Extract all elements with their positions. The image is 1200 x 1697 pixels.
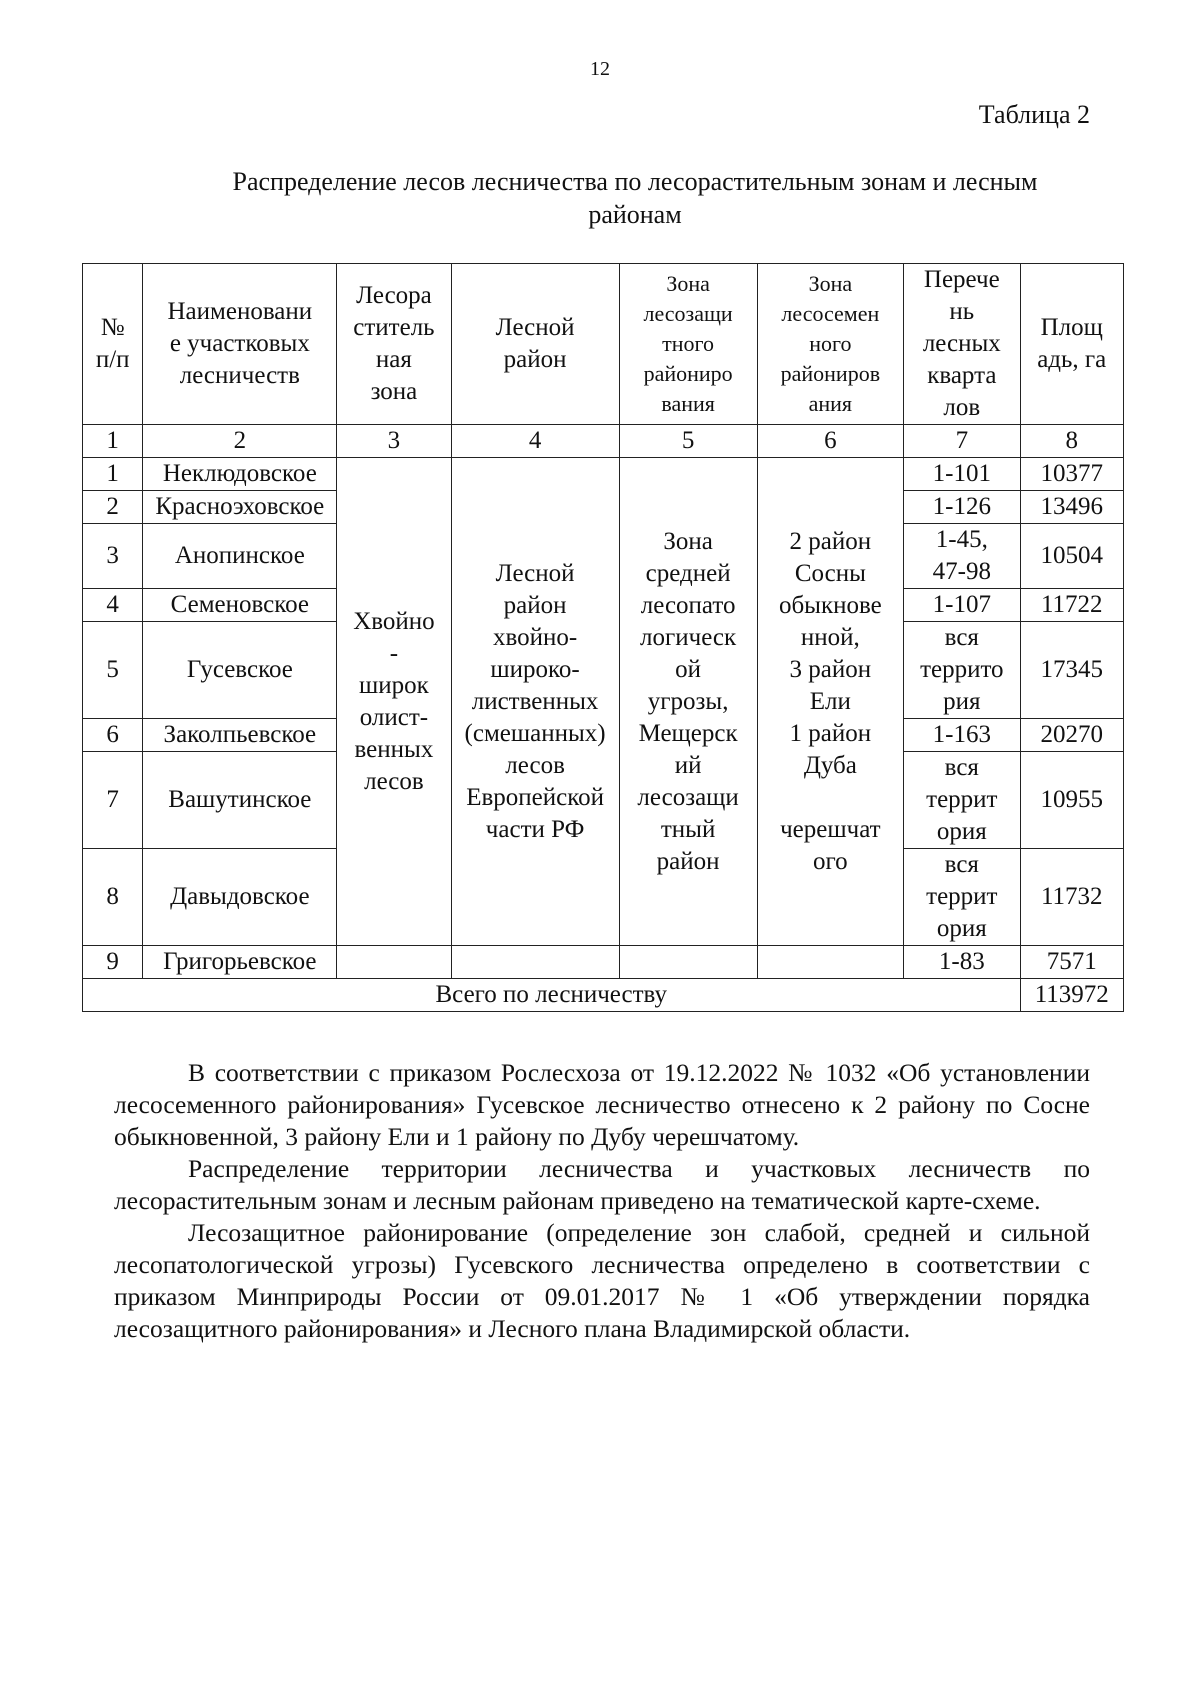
paragraph: В соответствии с приказом Рослесхоза от 19.12.2022 № 1032 «Об установлении лесосеменного районирования» Гусевское лесничество отнесено к 2 району по Сосне обыкновенной, 3 району Ели и 1 району по Дубу черешчатому. — [114, 1058, 1090, 1151]
area-cell: 20270 — [1020, 719, 1124, 752]
forest-distribution-table — [82, 263, 1124, 1012]
protection-zone-cell: Зона средней лесопато логическ ой угрозы, Мещерск ий лесозащи тный район — [619, 458, 757, 946]
vegetation-zone-cell: Хвойно - широк олист- венных лесов — [337, 458, 451, 946]
forestry-name: Семеновское — [143, 589, 337, 622]
row-number: 7 — [83, 752, 143, 849]
column-number: 1 — [83, 425, 143, 458]
header-cell: Зона лесосемен ного райониров ания — [757, 264, 904, 425]
column-number: 6 — [757, 425, 904, 458]
area-cell: 11722 — [1020, 589, 1124, 622]
paragraph: Лесозащитное районирование (определение зон слабой, средней и сильной лесопатологической угрозы) Гусевского лесничества определено в соответствии с приказом Минприроды России от 09.01.2017 № 1 «Об утверждении порядка лесозащитного районирования» и Лесного плана Владимирской области. — [114, 1218, 1090, 1343]
area-cell: 7571 — [1020, 946, 1124, 979]
row-number: 9 — [83, 946, 143, 979]
quarters-cell: вся террит ория — [904, 849, 1020, 946]
forestry-name: Заколпьевское — [143, 719, 337, 752]
table-title: Распределение лесов лесничества по лесорастительным зонам и лесным районам — [232, 167, 1038, 229]
quarters-cell: 1-107 — [904, 589, 1020, 622]
row-number: 3 — [83, 524, 143, 589]
area-cell: 10377 — [1020, 458, 1124, 491]
seed-zone-cell: 2 район Сосны обыкнове нной, 3 район Ели 1 район Дуба черешчат ого — [757, 458, 904, 946]
total-label: Всего по лесничеству — [83, 979, 1021, 1012]
row-number: 6 — [83, 719, 143, 752]
area-cell: 11732 — [1020, 849, 1124, 946]
forestry-name: Вашутинское — [143, 752, 337, 849]
column-number-row — [83, 425, 1124, 458]
column-number: 4 — [451, 425, 619, 458]
table-caption: Таблица 2 — [978, 100, 1090, 129]
header-cell: Лесора ститель ная зона — [337, 264, 451, 425]
quarters-cell: 1-163 — [904, 719, 1020, 752]
empty-cell — [337, 946, 451, 979]
quarters-cell: вся террито рия — [904, 622, 1020, 719]
total-row — [83, 979, 1124, 1012]
empty-cell — [451, 946, 619, 979]
forestry-name: Григорьевское — [143, 946, 337, 979]
header-cell: Площ адь, га — [1020, 264, 1124, 425]
row-number: 5 — [83, 622, 143, 719]
header-row — [83, 264, 1124, 425]
column-number: 5 — [619, 425, 757, 458]
column-number: 7 — [904, 425, 1020, 458]
paragraph: Распределение территории лесничества и участковых лесничеств по лесорастительным зонам и лесным районам приведено на тематической карте-схеме. — [114, 1154, 1090, 1215]
area-cell: 13496 — [1020, 491, 1124, 524]
quarters-cell: вся террит ория — [904, 752, 1020, 849]
header-cell: Наименовани е участковых лесничеств — [143, 264, 337, 425]
header-cell: Перече нь лесных кварта лов — [904, 264, 1020, 425]
row-number: 2 — [83, 491, 143, 524]
forestry-name: Анопинское — [143, 524, 337, 589]
total-value: 113972 — [1020, 979, 1124, 1012]
empty-cell — [757, 946, 904, 979]
forestry-name: Гусевское — [143, 622, 337, 719]
header-cell: Лесной район — [451, 264, 619, 425]
forest-district-cell: Лесной район хвойно- широко- лиственных (смешанных) лесов Европейской части РФ — [451, 458, 619, 946]
row-number: 8 — [83, 849, 143, 946]
header-cell: № п/п — [83, 264, 143, 425]
header-cell: Зона лесозащи тного райониро вания — [619, 264, 757, 425]
table-row — [83, 946, 1124, 979]
forestry-name: Давыдовское — [143, 849, 337, 946]
forestry-name: Неклюдовское — [143, 458, 337, 491]
area-cell: 10955 — [1020, 752, 1124, 849]
column-number: 8 — [1020, 425, 1124, 458]
quarters-cell: 1-83 — [904, 946, 1020, 979]
page-number: 12 — [590, 58, 610, 80]
quarters-cell: 1-45, 47-98 — [904, 524, 1020, 589]
row-number: 4 — [83, 589, 143, 622]
quarters-cell: 1-101 — [904, 458, 1020, 491]
forestry-name: Красноэховское — [143, 491, 337, 524]
table-row — [83, 458, 1124, 491]
body-text — [114, 1057, 1090, 1345]
area-cell: 17345 — [1020, 622, 1124, 719]
column-number: 2 — [143, 425, 337, 458]
row-number: 1 — [83, 458, 143, 491]
column-number: 3 — [337, 425, 451, 458]
empty-cell — [619, 946, 757, 979]
quarters-cell: 1-126 — [904, 491, 1020, 524]
area-cell: 10504 — [1020, 524, 1124, 589]
